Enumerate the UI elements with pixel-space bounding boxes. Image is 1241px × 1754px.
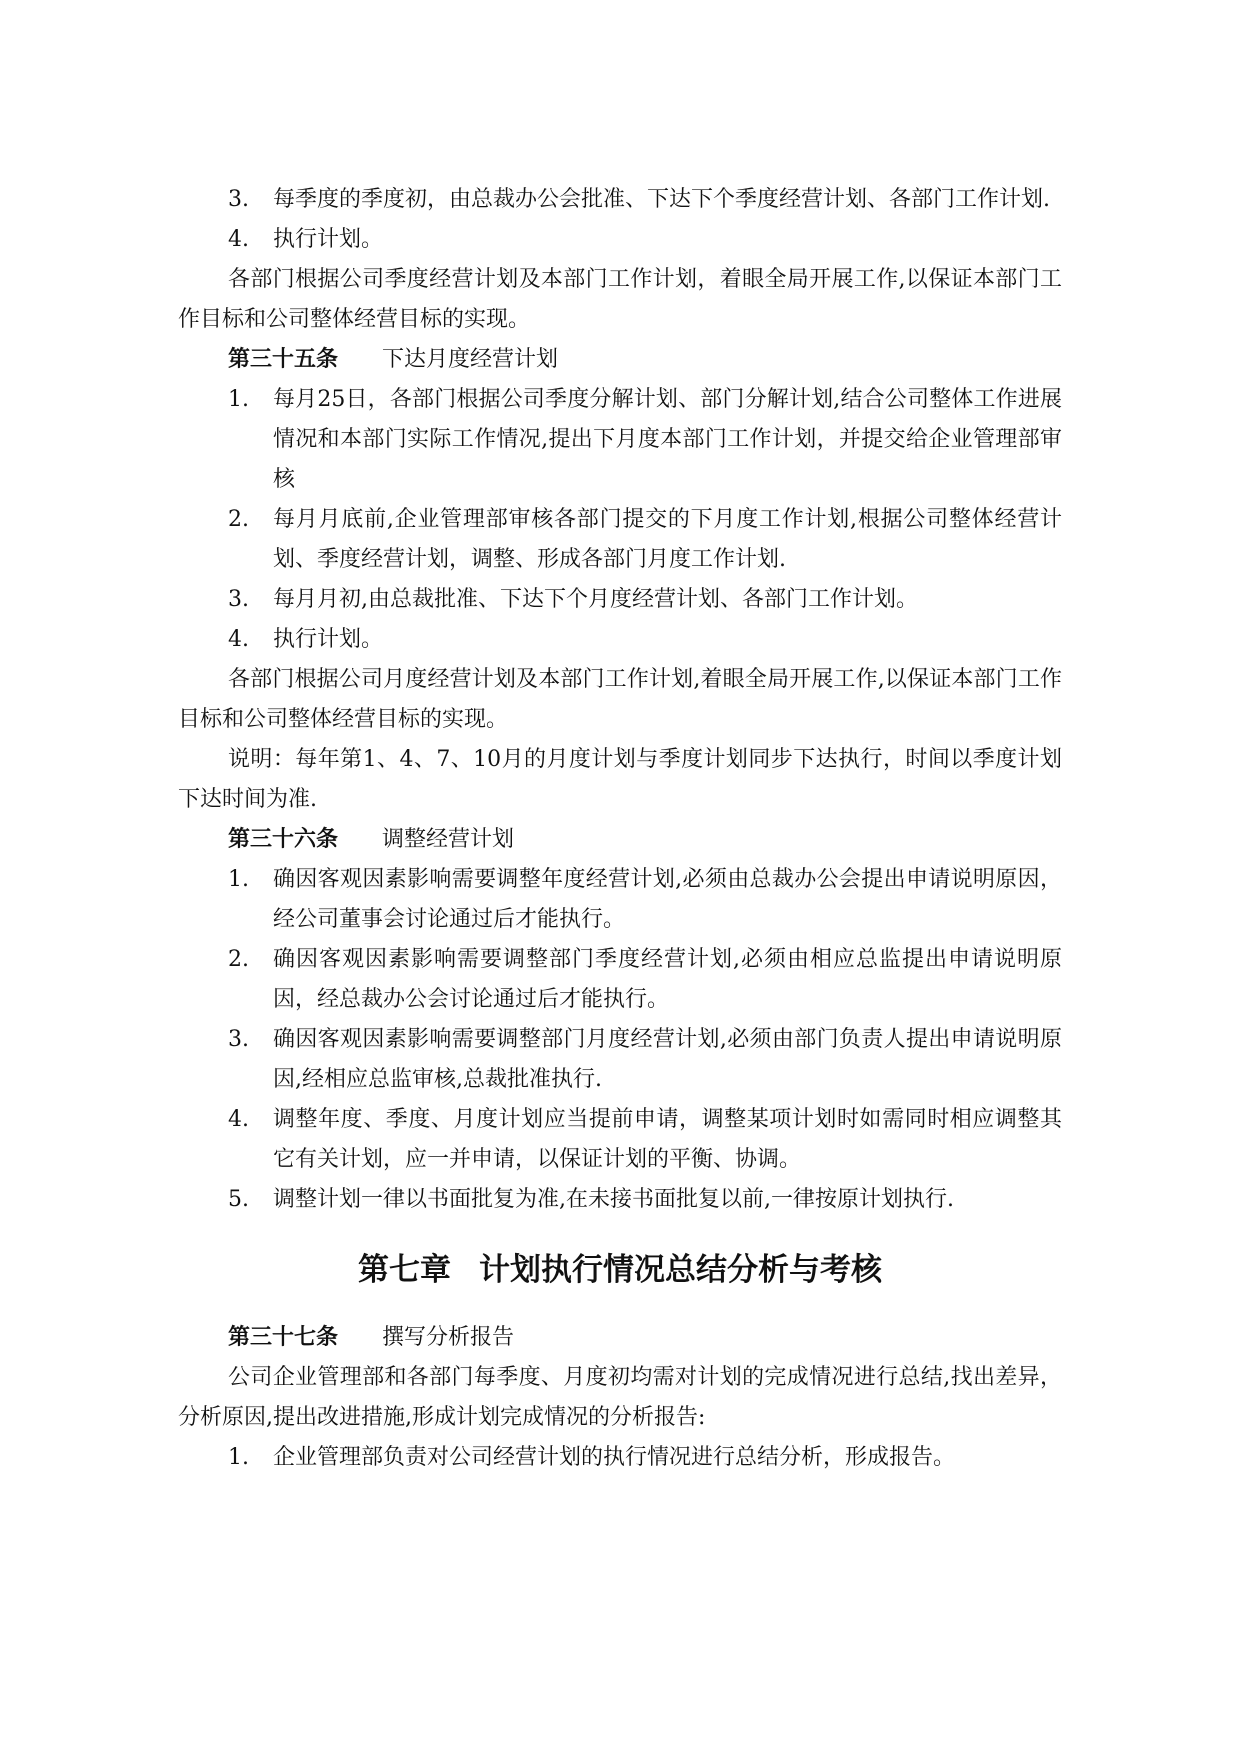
list-number: 4. [228, 1107, 249, 1132]
list-text: 每季度的季度初，由总裁办公会批准、下达下个季度经营计划、各部门工作计划. [273, 187, 1050, 212]
list-text: 确因客观因素影响需要调整年度经营计划,必须由总裁办公会提出申请说明原因，经公司董事会讨论通过后才能执行。 [273, 867, 1062, 932]
article-title: 撰写分析报告 [382, 1325, 515, 1350]
list-item [178, 1180, 1062, 1220]
list-number: 1. [228, 1445, 249, 1470]
list-number: 2. [228, 947, 249, 972]
chapter-title: 计划执行情况总结分析与考核 [479, 1252, 882, 1288]
article-number: 第三十六条 [228, 827, 339, 852]
paragraph: 各部门根据公司季度经营计划及本部门工作计划，着眼全局开展工作,以保证本部门工作目标和公司整体经营目标的实现。 [178, 267, 1062, 332]
list-number: 4. [228, 227, 249, 252]
article-title: 调整经营计划 [382, 827, 515, 852]
article-heading [178, 340, 1062, 380]
list-item [178, 220, 1062, 260]
list-number: 3. [228, 1027, 249, 1052]
list-text: 确因客观因素影响需要调整部门月度经营计划,必须由部门负责人提出申请说明原因,经相应总监审核,总裁批准执行. [273, 1027, 1062, 1092]
note-paragraph: 说明：每年第1、4、7、10月的月度计划与季度计划同步下达执行，时间以季度计划下达时间为准. [178, 747, 1062, 812]
paragraph: 公司企业管理部和各部门每季度、月度初均需对计划的完成情况进行总结,找出差异，分析原因,提出改进措施,形成计划完成情况的分析报告: [178, 1365, 1062, 1430]
list-number: 4. [228, 627, 249, 652]
list-number: 1. [228, 867, 249, 892]
list-item [178, 180, 1062, 220]
list-number: 3. [228, 187, 249, 212]
list-number: 2. [228, 507, 249, 532]
chapter-heading [178, 1242, 1062, 1298]
list-text: 确因客观因素影响需要调整部门季度经营计划,必须由相应总监提出申请说明原因，经总裁办公会讨论通过后才能执行。 [273, 947, 1062, 1012]
list-item [178, 380, 1062, 500]
article-heading [178, 1318, 1062, 1358]
document-body [178, 180, 1062, 1478]
list-item [178, 1020, 1062, 1100]
article-number: 第三十五条 [228, 347, 339, 372]
list-text: 执行计划。 [273, 227, 384, 252]
list-text: 调整年度、季度、月度计划应当提前申请，调整某项计划时如需同时相应调整其它有关计划，应一并申请，以保证计划的平衡、协调。 [273, 1107, 1062, 1172]
list-number: 5. [228, 1187, 249, 1212]
list-item [178, 620, 1062, 660]
list-text: 企业管理部负责对公司经营计划的执行情况进行总结分析，形成报告。 [273, 1445, 956, 1470]
list-item [178, 940, 1062, 1020]
article-heading [178, 820, 1062, 860]
list-number: 3. [228, 587, 249, 612]
list-item [178, 500, 1062, 580]
article-number: 第三十七条 [228, 1325, 339, 1350]
list-text: 调整计划一律以书面批复为准,在未接书面批复以前,一律按原计划执行. [273, 1187, 954, 1212]
list-number: 1. [228, 387, 249, 412]
chapter-number: 第七章 [358, 1252, 451, 1288]
list-text: 执行计划。 [273, 627, 384, 652]
list-item [178, 1100, 1062, 1180]
list-item [178, 580, 1062, 620]
article-title: 下达月度经营计划 [382, 347, 559, 372]
paragraph: 各部门根据公司月度经营计划及本部门工作计划,着眼全局开展工作,以保证本部门工作目标和公司整体经营目标的实现。 [178, 667, 1062, 732]
list-item [178, 1438, 1062, 1478]
list-text: 每月月底前,企业管理部审核各部门提交的下月度工作计划,根据公司整体经营计划、季度经营计划，调整、形成各部门月度工作计划. [273, 507, 1062, 572]
list-text: 每月月初,由总裁批准、下达下个月度经营计划、各部门工作计划。 [273, 587, 918, 612]
list-text: 每月25日，各部门根据公司季度分解计划、部门分解计划,结合公司整体工作进展情况和本部门实际工作情况,提出下月度本部门工作计划，并提交给企业管理部审核 [273, 387, 1062, 492]
list-item [178, 860, 1062, 940]
